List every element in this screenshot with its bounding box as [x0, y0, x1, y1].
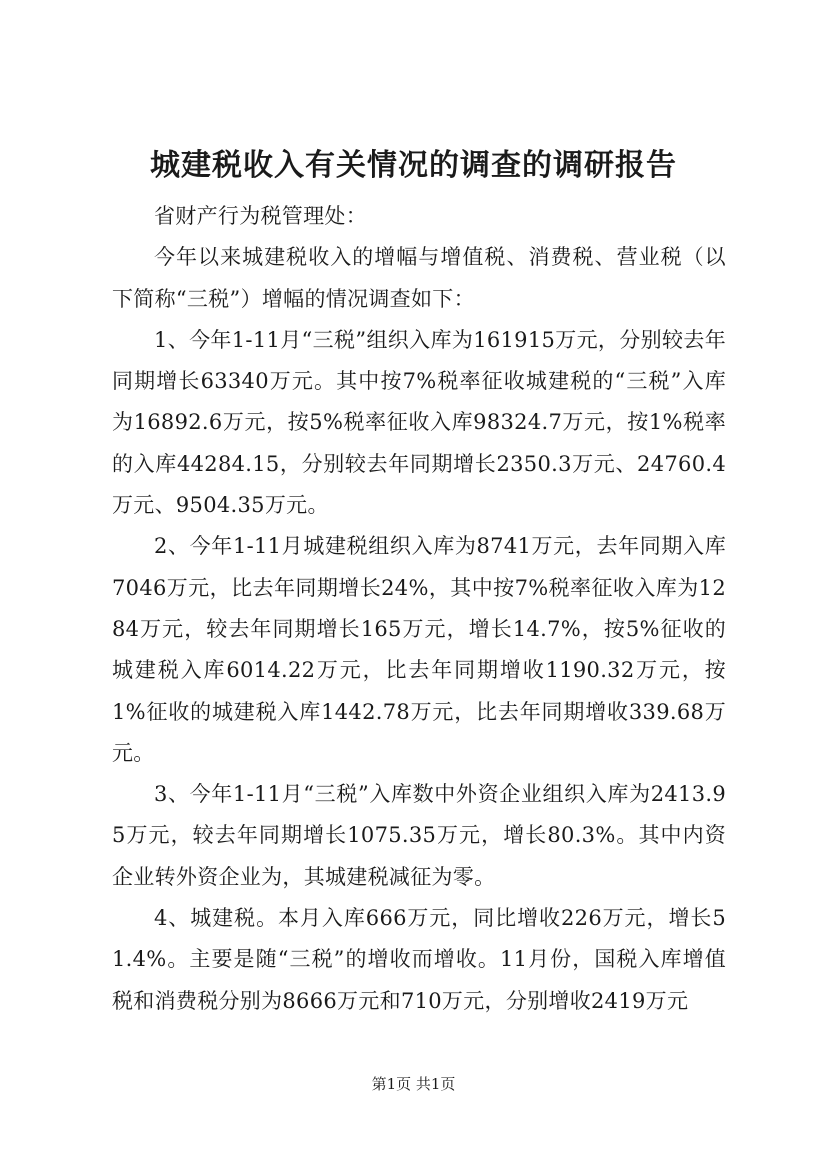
paragraph-item-1: 1、今年1-11月“三税”组织入库为161915万元，分别较去年同期增长63340万元。其中按7%税率征收城建税的“三税”入库为16892.6万元，按5%税率征收入库98324.7万元，按1%税率的入库44284.15，分别较去年同期增长2350.3万元、24760.4万元、9504.35万元。 [112, 327, 726, 518]
page-footer: 第1页 共1页 [371, 1075, 456, 1093]
document-title: 城建税收入有关情况的调查的调研报告 [150, 148, 677, 183]
paragraph-item-4: 4、城建税。本月入库666万元，同比增收226万元，增长51.4%。主要是随“三税”的增收而增收。11月份，国税入库增值税和消费税分别为8666万元和710万元，分别增收2419万元 [112, 906, 726, 1013]
paragraph-intro: 今年以来城建税收入的增幅与增值税、消费税、营业税（以下简称“三税”）增幅的情况调查如下： [112, 245, 726, 311]
paragraph-item-2: 2、今年1-11月城建税组织入库为8741万元，去年同期入库7046万元，比去年同期增长24%，其中按7%税率征收入库为1284万元，较去年同期增长165万元，增长14.7%，按5%征收的城建税入库6014.22万元，比去年同期增收1190.32万元，按1%征收的城建税入库1442.78万元，比去年同期增收339.68万元。 [112, 534, 726, 765]
document-body [112, 196, 726, 1022]
paragraph-item-3: 3、今年1-11月“三税”入库数中外资企业组织入库为2413.95万元，较去年同期增长1075.35万元，增长80.3%。其中内资企业转外资企业为，其城建税减征为零。 [112, 782, 726, 889]
addressee-line: 省财产行为税管理处： [154, 204, 367, 228]
